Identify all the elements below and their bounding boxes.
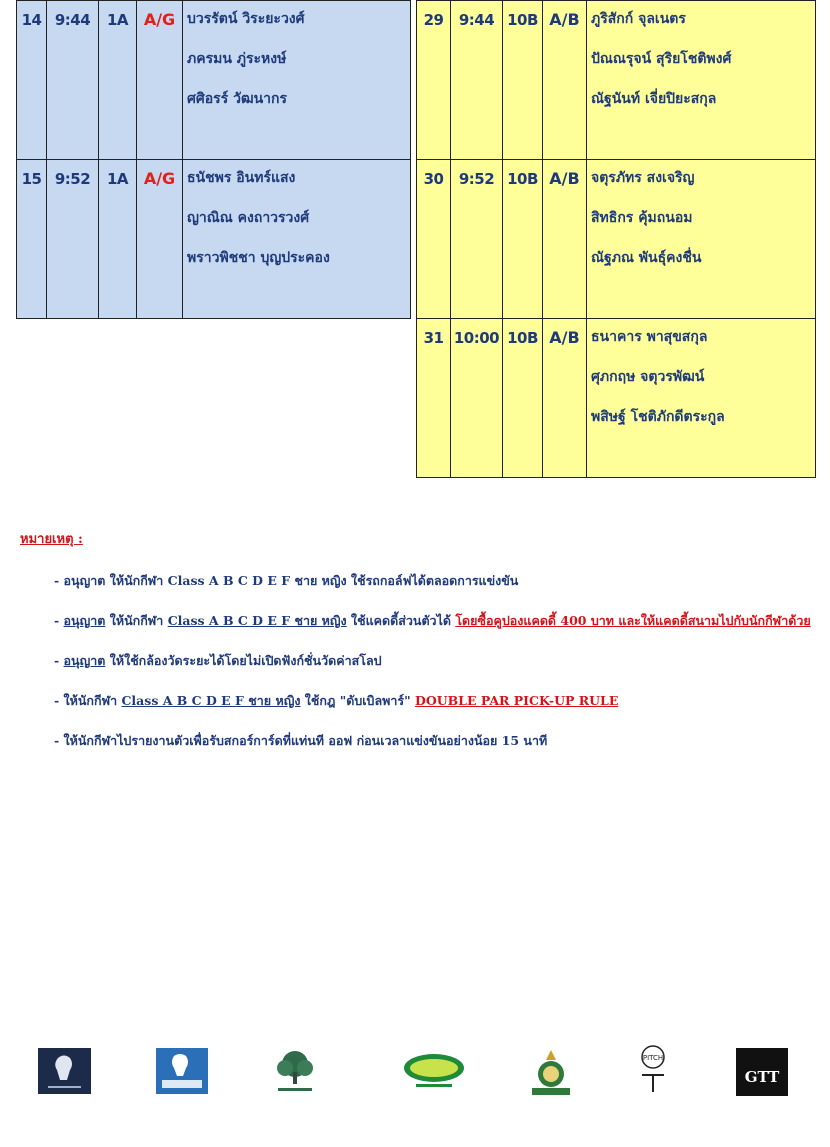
player-name: ภูริสักก์ จุลเนตร [591, 11, 686, 27]
player-name: พสิษฐ์ โชติภักดีตระกูล [591, 409, 725, 425]
left-pairing-table [16, 0, 411, 319]
tee-time: 9:44 [451, 1, 503, 160]
tee-start: 10B [503, 160, 543, 319]
note-text: ให้นักกีฬา [105, 613, 168, 628]
tee-time: 9:52 [47, 160, 99, 319]
class-label: A/B [543, 319, 587, 478]
note-item: - อนุญาต ให้นักกีฬา Class A B C D E F ชาย หญิง ใช้รถกอล์ฟได้ตลอดการแข่งขัน [54, 573, 519, 588]
note-text: - ให้นักกีฬา [54, 693, 122, 708]
class-label: A/B [543, 160, 587, 319]
player-name: ธนาคาร พาสุขสกุล [591, 329, 708, 345]
pitch-logo-text: PITCH [642, 1054, 664, 1062]
ulg-logo-icon [400, 1048, 468, 1096]
pitch-logo-icon [636, 1044, 670, 1100]
group-number: 14 [17, 1, 47, 160]
tee-start: 1A [99, 1, 137, 160]
note-highlight: โดยซื้อคูปองแคดดี้ 400 บาท และให้แคดดี้สนามไปกับนักกีฬาด้วย [455, 613, 811, 628]
group-number: 30 [417, 160, 451, 319]
tee-start: 10B [503, 319, 543, 478]
player-name: สิทธิกร คุ้มถนอม [591, 210, 693, 226]
tee-time: 9:52 [451, 160, 503, 319]
note-text: อนุญาต [63, 653, 106, 668]
class-label: A/G [137, 160, 183, 319]
note-text: - [54, 653, 64, 668]
note-text: ใช้กฎ "ดับเบิลพาร์" [300, 693, 415, 708]
note-highlight: DOUBLE PAR PICK-UP RULE [414, 693, 619, 708]
note-text: อนุญาต [63, 613, 106, 628]
note-item [54, 611, 820, 651]
note-text: Class A B C D E F ชาย หญิง [121, 693, 301, 708]
tee-time: 10:00 [451, 319, 503, 478]
player-list [587, 319, 816, 478]
group-number: 15 [17, 160, 47, 319]
note-text: Class A B C D E F ชาย หญิง [167, 613, 347, 628]
tee-start: 10B [503, 1, 543, 160]
table-row [417, 160, 816, 319]
player-list [587, 160, 816, 319]
player-name: ปัณณรุจน์ สุริยโชติพงศ์ [591, 51, 732, 67]
note-item: - ให้นักกีฬาไปรายงานตัวเพื่อรับสกอร์การ์ดที่แท่นที ออฟ ก่อนเวลาแข่งขันอย่างน้อย 15 นาที [54, 733, 548, 748]
class-label: A/G [137, 1, 183, 160]
tee-time: 9:44 [47, 1, 99, 160]
class-label: A/B [543, 1, 587, 160]
note-text: ให้ใช้กล้องวัดระยะได้โดยไม่เปิดฟังก์ชั่นวัดค่าสโลป [105, 653, 382, 668]
player-name: ญาณิณ คงถาวรวงศ์ [187, 210, 310, 226]
sponsor-logos [0, 1040, 830, 1100]
player-name: บวรรัตน์ วิระยะวงศ์ [187, 11, 305, 27]
player-list [183, 1, 411, 160]
player-list [183, 160, 411, 319]
player-name: จตุรภัทร สงเจริญ [591, 170, 695, 186]
gtt-logo-icon [736, 1048, 788, 1100]
note-item [54, 691, 820, 731]
tee-start: 1A [99, 160, 137, 319]
lion-blue-logo-icon [156, 1048, 208, 1098]
player-name: ภครมน ภู่ระหงษ์ [187, 51, 287, 67]
table-row [17, 160, 411, 319]
note-text: ใช้แคดดี้ส่วนตัวได้ [346, 613, 456, 628]
table-row [417, 319, 816, 478]
player-name: พราวพิชชา บุญประคอง [187, 250, 330, 266]
player-name: ศุภกฤษ จตุวรพัฒน์ [591, 369, 705, 385]
gtt-logo-text: GTT [744, 1068, 780, 1086]
group-number: 29 [417, 1, 451, 160]
notes-title: หมายเหตุ : [20, 532, 83, 547]
tree-logo-icon [270, 1048, 320, 1102]
player-name: ศศิอรร์ วัฒนากร [187, 91, 288, 107]
table-row [417, 1, 816, 160]
note-item [54, 651, 820, 691]
notes-section [20, 528, 820, 771]
lion-logo-icon [38, 1048, 91, 1098]
player-name: ณัฐภณ พันธุ์คงชื่น [591, 250, 702, 266]
group-number: 31 [417, 319, 451, 478]
table-row [17, 1, 411, 160]
player-name: ธนัชพร อินทร์แสง [187, 170, 296, 186]
player-name: ณัฐนันท์ เจี่ยปิยะสกุล [591, 91, 717, 107]
note-text: - [54, 613, 64, 628]
emblem-logo-icon [528, 1048, 574, 1104]
player-list [587, 1, 816, 160]
right-pairing-table [416, 0, 816, 478]
